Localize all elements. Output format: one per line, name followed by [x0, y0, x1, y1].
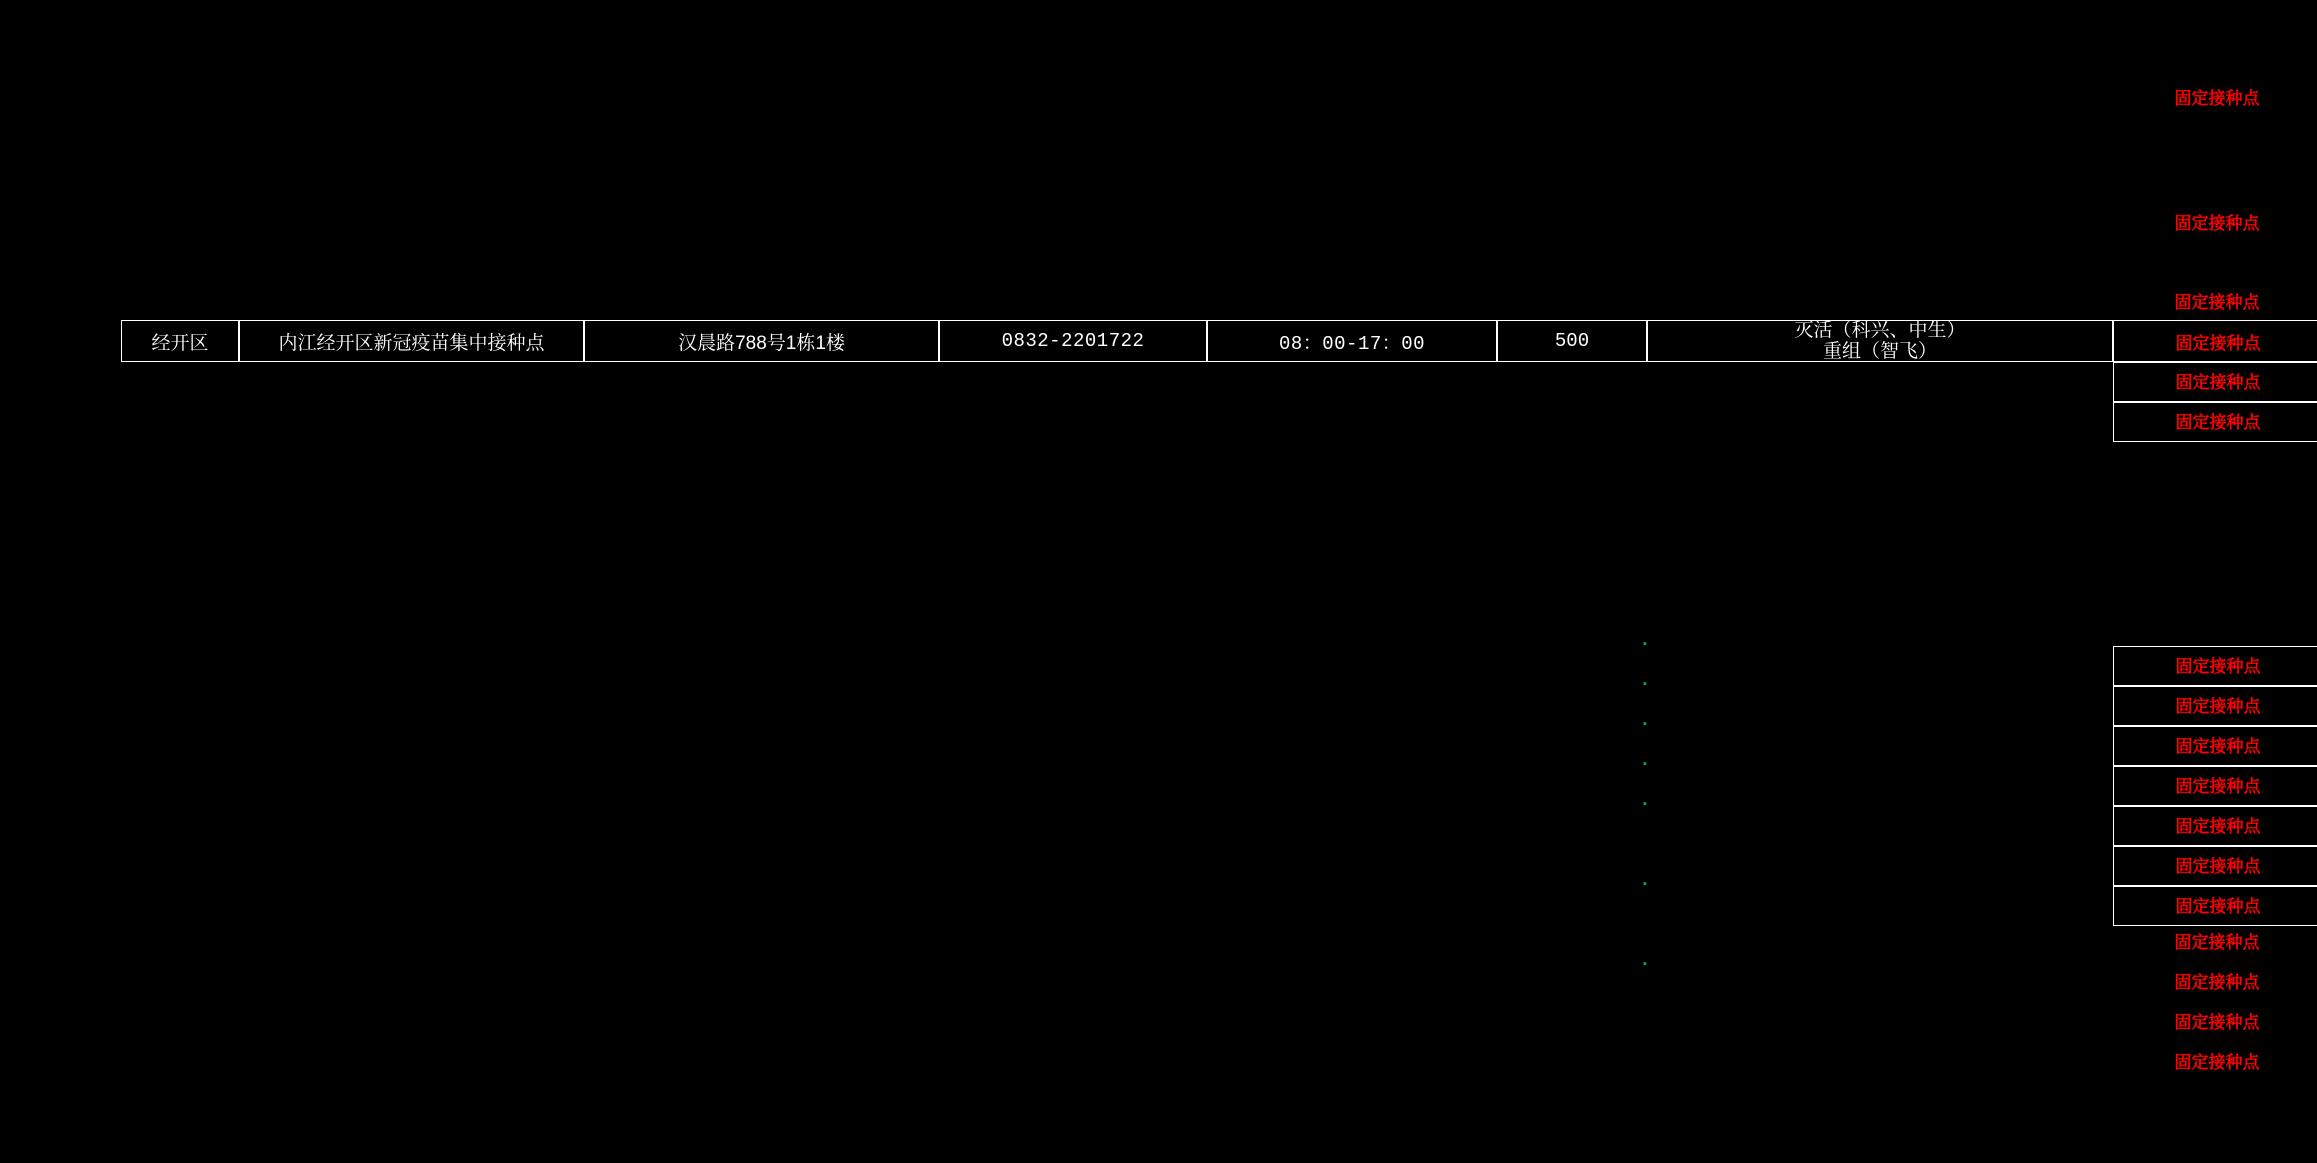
site-type-tag: 固定接种点 — [2174, 1053, 2260, 1072]
cell-phone: 0832-2201722 — [939, 320, 1207, 362]
site-type-tag: 固定接种点 — [2174, 973, 2260, 992]
site-type-tag: 固定接种点 — [2113, 806, 2317, 846]
green-marker-icon: ▪ — [1643, 678, 1647, 690]
vaccine-line-2: 重组（智飞） — [1822, 341, 1937, 362]
site-type-tag: 固定接种点 — [2113, 362, 2317, 402]
site-type-tag: 固定接种点 — [2113, 726, 2317, 766]
site-type-tag: 固定接种点 — [2174, 214, 2260, 233]
cell-vaccine-types — [1647, 320, 2113, 362]
green-marker-icon: ▪ — [1643, 718, 1647, 730]
site-type-tag: 固定接种点 — [2174, 89, 2260, 108]
cell-address: 汉晨路788号1栋1楼 — [584, 320, 939, 362]
green-marker-icon: ▪ — [1643, 758, 1647, 770]
cell-site-name: 内江经开区新冠疫苗集中接种点 — [239, 320, 584, 362]
site-type-tag: 固定接种点 — [2113, 646, 2317, 686]
site-type-tag: 固定接种点 — [2174, 293, 2260, 312]
site-type-tag: 固定接种点 — [2174, 1013, 2260, 1032]
site-type-tag: 固定接种点 — [2113, 402, 2317, 442]
green-marker-icon: ▪ — [1643, 878, 1647, 890]
cell-hours: 08：00-17：00 — [1207, 320, 1497, 362]
site-type-tag: 固定接种点 — [2113, 886, 2317, 926]
green-marker-icon: ▪ — [1643, 958, 1647, 970]
site-type-tag: 固定接种点 — [2174, 933, 2260, 952]
site-type-tag: 固定接种点 — [2113, 686, 2317, 726]
cell-site-type: 固定接种点 — [2113, 320, 2317, 362]
cell-area: 经开区 — [121, 320, 239, 362]
cell-capacity: 500 — [1497, 320, 1647, 362]
table-row — [121, 320, 2317, 362]
site-type-tag: 固定接种点 — [2113, 846, 2317, 886]
site-type-tag: 固定接种点 — [2113, 766, 2317, 806]
green-marker-icon: ▪ — [1643, 638, 1647, 650]
vaccine-line-1: 灭活（科兴、中生） — [1794, 320, 1966, 342]
green-marker-icon: ▪ — [1643, 798, 1647, 810]
